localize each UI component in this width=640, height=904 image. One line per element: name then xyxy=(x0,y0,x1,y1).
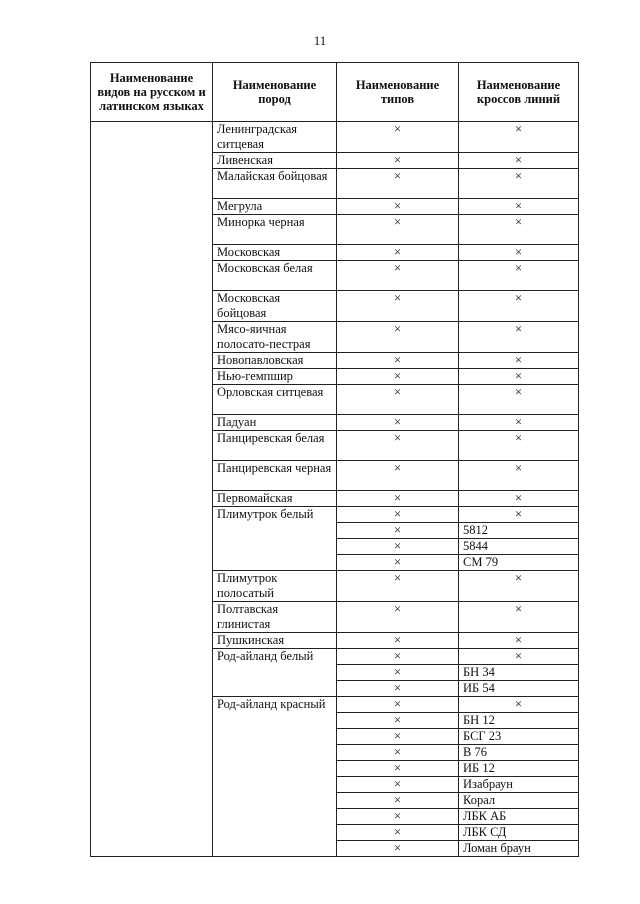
breed-name: Полтавская глинистая xyxy=(213,602,337,633)
breed-name: Падуан xyxy=(213,415,337,431)
type-cell: × xyxy=(337,261,459,291)
header-types: Наименование типов xyxy=(337,63,459,122)
type-cell: × xyxy=(337,169,459,199)
type-cell: × xyxy=(337,602,459,633)
type-cell: × xyxy=(337,291,459,322)
breed-name: Род-айланд белый xyxy=(213,649,337,697)
cross-cell: × xyxy=(459,571,579,602)
cross-cell: ЛБК АБ xyxy=(459,809,579,825)
cross-cell: × xyxy=(459,633,579,649)
cross-cell: БН 34 xyxy=(459,665,579,681)
breed-name: Ливенская xyxy=(213,153,337,169)
table-row xyxy=(91,122,579,153)
species-cell xyxy=(91,122,213,857)
type-cell: × xyxy=(337,122,459,153)
breed-name: Ленинградская ситцевая xyxy=(213,122,337,153)
cross-cell: × xyxy=(459,169,579,199)
type-cell: × xyxy=(337,199,459,215)
cross-cell: СМ 79 xyxy=(459,555,579,571)
cross-cell: × xyxy=(459,245,579,261)
type-cell: × xyxy=(337,649,459,665)
type-cell: × xyxy=(337,681,459,697)
type-cell: × xyxy=(337,491,459,507)
cross-cell: × xyxy=(459,261,579,291)
breed-name: Минорка черная xyxy=(213,215,337,245)
breed-name: Орловская ситцевая xyxy=(213,385,337,415)
breed-name: Новопавловская xyxy=(213,353,337,369)
cross-cell: × xyxy=(459,461,579,491)
type-cell: × xyxy=(337,555,459,571)
type-cell: × xyxy=(337,369,459,385)
cross-cell: × xyxy=(459,322,579,353)
type-cell: × xyxy=(337,507,459,523)
type-cell: × xyxy=(337,745,459,761)
cross-cell: × xyxy=(459,369,579,385)
type-cell: × xyxy=(337,777,459,793)
type-cell: × xyxy=(337,153,459,169)
header-crosses: Наименование кроссов линий xyxy=(459,63,579,122)
cross-cell: Ломан браун xyxy=(459,841,579,857)
cross-cell: × xyxy=(459,602,579,633)
breed-name: Московская белая xyxy=(213,261,337,291)
cross-cell: 5812 xyxy=(459,523,579,539)
type-cell: × xyxy=(337,809,459,825)
breed-name: Плимутрок полосатый xyxy=(213,571,337,602)
type-cell: × xyxy=(337,761,459,777)
breed-name: Малайская бойцовая xyxy=(213,169,337,199)
cross-cell: ИБ 54 xyxy=(459,681,579,697)
cross-cell: × xyxy=(459,415,579,431)
cross-cell: × xyxy=(459,122,579,153)
type-cell: × xyxy=(337,461,459,491)
cross-cell: × xyxy=(459,507,579,523)
type-cell: × xyxy=(337,431,459,461)
breed-name: Московская xyxy=(213,245,337,261)
cross-cell: × xyxy=(459,215,579,245)
cross-cell: В 76 xyxy=(459,745,579,761)
breed-name: Панциревская черная xyxy=(213,461,337,491)
cross-cell: 5844 xyxy=(459,539,579,555)
cross-cell: × xyxy=(459,491,579,507)
cross-cell: × xyxy=(459,385,579,415)
type-cell: × xyxy=(337,215,459,245)
cross-cell: Корал xyxy=(459,793,579,809)
cross-cell: × xyxy=(459,153,579,169)
type-cell: × xyxy=(337,415,459,431)
breed-name: Пушкинская xyxy=(213,633,337,649)
type-cell: × xyxy=(337,523,459,539)
cross-cell: × xyxy=(459,649,579,665)
type-cell: × xyxy=(337,665,459,681)
type-cell: × xyxy=(337,729,459,745)
type-cell: × xyxy=(337,385,459,415)
breed-name: Панциревская белая xyxy=(213,431,337,461)
cross-cell: ИБ 12 xyxy=(459,761,579,777)
cross-cell: БН 12 xyxy=(459,713,579,729)
breed-name: Московская бойцовая xyxy=(213,291,337,322)
type-cell: × xyxy=(337,633,459,649)
type-cell: × xyxy=(337,713,459,729)
header-breeds: Наименование пород xyxy=(213,63,337,122)
type-cell: × xyxy=(337,697,459,713)
cross-cell: × xyxy=(459,291,579,322)
page-number: 11 xyxy=(313,33,327,48)
cross-cell: БСГ 23 xyxy=(459,729,579,745)
cross-cell: × xyxy=(459,431,579,461)
type-cell: × xyxy=(337,793,459,809)
cross-cell: × xyxy=(459,199,579,215)
type-cell: × xyxy=(337,245,459,261)
breed-name: Нью-гемпшир xyxy=(213,369,337,385)
type-cell: × xyxy=(337,825,459,841)
header-species: Наименование видов на русском и латинском языках xyxy=(91,63,213,122)
type-cell: × xyxy=(337,353,459,369)
breed-name: Первомайская xyxy=(213,491,337,507)
type-cell: × xyxy=(337,322,459,353)
breed-name: Мясо-яичная полосато-пестрая xyxy=(213,322,337,353)
type-cell: × xyxy=(337,539,459,555)
cross-cell: × xyxy=(459,353,579,369)
type-cell: × xyxy=(337,571,459,602)
type-cell: × xyxy=(337,841,459,857)
breed-name: Плимутрок белый xyxy=(213,507,337,571)
cross-cell: ЛБК СД xyxy=(459,825,579,841)
cross-cell: × xyxy=(459,697,579,713)
cross-cell: Изабраун xyxy=(459,777,579,793)
breeds-table xyxy=(90,62,579,857)
breed-name: Род-айланд красный xyxy=(213,697,337,857)
breed-name: Мегрула xyxy=(213,199,337,215)
table-header-row xyxy=(91,63,579,122)
table-body xyxy=(91,122,579,857)
